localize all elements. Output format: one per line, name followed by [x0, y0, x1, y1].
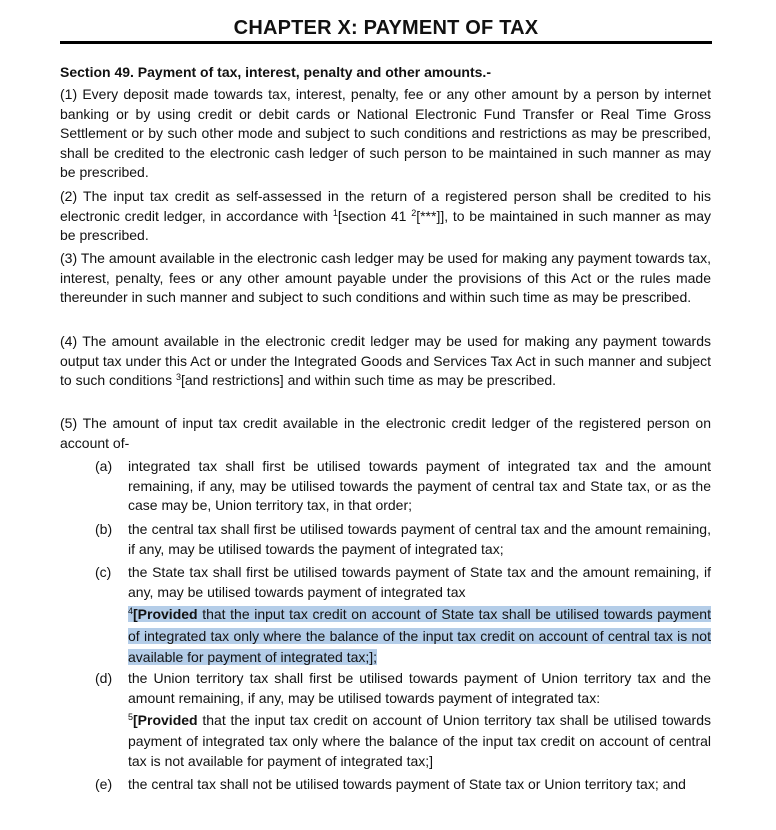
paragraph-1: (1) Every deposit made towards tax, interest, penalty, fee or any other amount by a person by internet banking or by using credit or debit cards or National Electronic Fund Transfer or Real Time Gross Settlement or by such other mode and subject to such conditions and restrictions as may be prescribed, shall be credited to the electronic cash ledger of such person to be maintained in such manner as may be prescribed. — [60, 86, 711, 181]
clause-text: the central tax shall first be utilised towards payment of central tax and the amount remaining, if any, may be utilised towards the payment of integrated tax; — [128, 521, 711, 557]
paragraph-4-text-a: (4) The amount available in the electronic credit ledger may be used for making any payment towards output tax under this Act or under the Integrated Goods and Services Tax Act in such manner and subject to such conditions — [60, 333, 711, 389]
footnote-ref-3[interactable]: 3 — [175, 372, 181, 383]
proviso-d — [128, 710, 711, 772]
section-heading: Section 49. Payment of tax, interest, penalty and other amounts.- — [60, 64, 491, 80]
title-rule — [60, 41, 712, 44]
proviso-c — [128, 604, 711, 669]
clause-e — [95, 775, 711, 795]
highlighted-proviso[interactable] — [128, 606, 711, 665]
footnote-ref-4[interactable]: 4 — [128, 606, 134, 616]
clause-text: the Union territory tax shall first be utilised towards payment of Union territory tax and the amount remaining, if any, may be utilised towards payment of integrated tax: — [128, 670, 711, 706]
paragraph-2 — [60, 187, 711, 246]
clause-label: (c) — [95, 564, 112, 580]
paragraph-4 — [60, 332, 711, 391]
paragraph-2-text-b: [section 41 — [337, 207, 412, 224]
clause-c — [95, 563, 711, 602]
footnote-ref-1[interactable]: 1 — [332, 207, 338, 218]
paragraph-3: (3) The amount available in the electronic cash ledger may be used for making any payment towards tax, interest, penalty, fees or any other amount payable under the provisions of this Act or the rules made thereunder in such manner and subject to such conditions and within such time as may be prescribed. — [60, 250, 711, 306]
paragraph-4-text-b: [and restrictions] and within such time as may be prescribed. — [180, 372, 557, 389]
footnote-ref-5[interactable]: 5 — [128, 712, 134, 722]
proviso-text: that the input tax credit on account of State tax shall be utilised towards payment of integrated tax only where the balance of the input tax credit on account of central tax is not available for payment of integrated tax;]; — [128, 606, 711, 665]
clause-text: the central tax shall not be utilised towards payment of State tax or Union territory tax; and — [128, 776, 686, 792]
paragraph-5: (5) The amount of input tax credit available in the electronic credit ledger of the registered person on account of- — [60, 415, 711, 451]
clause-a — [95, 457, 711, 516]
footnote-ref-2[interactable]: 2 — [411, 207, 417, 218]
clause-text: integrated tax shall first be utilised towards payment of integrated tax and the amount remaining, if any, may be utilised towards the payment of central tax and State tax, or as the case may be, Union territory tax, in that order; — [128, 458, 711, 514]
clause-b — [95, 520, 711, 559]
proviso-text: that the input tax credit on account of Union territory tax shall be utilised towards payment of integrated tax only where the balance of the input tax credit on account of central tax is not available for payment of integrated tax;] — [128, 712, 711, 769]
clause-text: the State tax shall first be utilised towards payment of State tax and the amount remaining, if any, may be utilised towards payment of integrated tax — [128, 564, 711, 600]
clause-label: (d) — [95, 670, 113, 686]
clause-d — [95, 669, 711, 708]
chapter-title: CHAPTER X: PAYMENT OF TAX — [233, 17, 539, 39]
clause-label: (b) — [95, 521, 113, 537]
clause-label: (a) — [95, 458, 113, 474]
clause-label: (e) — [95, 776, 113, 792]
proviso-keyword: [Provided — [133, 712, 198, 728]
proviso-keyword: [Provided — [133, 606, 198, 622]
paragraph-2-text-a: (2) The input tax credit as self-assessed in the return of a registered person shall be credited to his electronic credit ledger, in accordance with — [60, 188, 711, 224]
paragraph-2-text-c: [***]], to be maintained in such manner as may be prescribed. — [60, 207, 711, 244]
